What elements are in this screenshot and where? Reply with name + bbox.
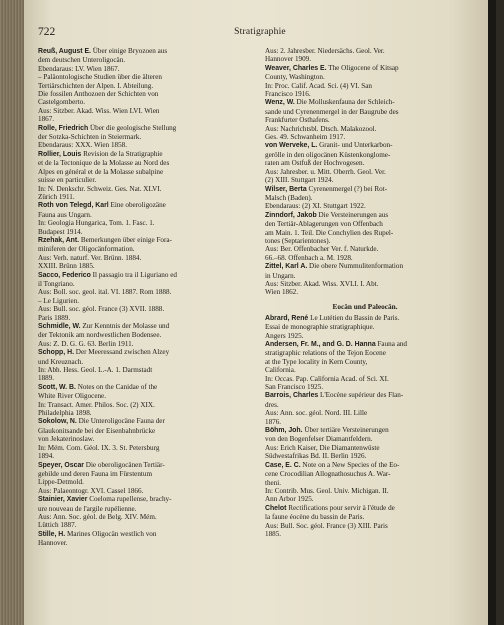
entry-line: et de la Tectonique de la Molasse au Nord des [38, 159, 170, 168]
entry-line: Über die geologische Stellung [89, 123, 177, 132]
entry-line: In: Transact. Amer. Philos. Soc. (2) XIX. [38, 400, 155, 409]
bibliography-entry [265, 314, 465, 340]
entry-line: Alpes en général et de la Molasse subalpine [38, 167, 164, 176]
bibliography-entry [38, 322, 238, 348]
entry-line: sande und Cyrenenmergel in der Baugrube des [265, 107, 399, 116]
entry-line: der Sotzka-Schichten in Steiermark. [38, 133, 142, 142]
entry-author: Rzehak, Ant. [38, 236, 80, 244]
bibliography-entry [265, 64, 465, 99]
entry-line: 1867. [38, 115, 55, 124]
entry-line: Aus: Ber. Offenbacher Ver. f. Naturkde. [265, 245, 379, 254]
bibliography-entry [38, 47, 238, 124]
entry-line: In: N. Denkschr. Schweiz. Ges. Nat. XLVI. [38, 184, 162, 193]
bibliography-entry [265, 98, 465, 141]
entry-line: Wien 1862. [265, 288, 299, 297]
entry-author: Rollier, Louis [38, 150, 82, 158]
book-page [24, 0, 496, 625]
entry-line: Hannover. [38, 539, 68, 548]
bibliography-entry [265, 426, 465, 461]
entry-line: gebilde und deren Fauna im Fürstentum [38, 469, 153, 478]
entry-line: Il passagio tra il Liguriano ed [92, 270, 177, 279]
entry-line: In: Geologia Hungarica, Tom. 1. Fasc. 1. [38, 219, 155, 228]
entry-line: Die fossilen Anthozoen der Schichten von [38, 90, 159, 99]
bibliography-entry [265, 262, 465, 297]
entry-line: 1885. [265, 529, 282, 538]
entry-line: Ebendaraus: LV. Wien 1867. [38, 64, 120, 73]
entry-line: dem deutschen Unteroligocän. [38, 56, 126, 65]
entry-line: Die Unteroligocäne Fauna der [78, 417, 165, 426]
entry-line: Glaukonitsande bei der Eisenbahnbrücke [38, 426, 156, 435]
entry-line: Südwestafrikas Bd. II. Berlin 1926. [265, 452, 367, 461]
right-column-top-entries [265, 47, 465, 297]
entry-line: Zürich 1911. [38, 192, 75, 201]
entry-line: at the Type locality in Kern County, [265, 357, 368, 366]
entry-line: Marines Oligocän westlich von [66, 529, 157, 538]
entry-line: Über tertiäre Versteinerungen [304, 426, 389, 435]
entry-author: Sacco, Federico [38, 271, 91, 279]
entry-line: L'Eocène supérieur des Flan- [320, 391, 404, 400]
entry-line: cene Crocodilian Allognathosuchus A. War- [265, 470, 391, 479]
entry-line: County, Washington. [265, 73, 325, 82]
entry-line: den Tertiär-Ablagerungen von Offenbach [265, 220, 383, 229]
entry-line: Granit- und Unterkarbon- [319, 141, 393, 150]
entry-line: miniferen der Oligocänformation. [38, 245, 135, 254]
entry-line: Ges. 49. Schwanheim 1917. [265, 133, 346, 142]
entry-line: Aus: Boll. soc. geol. ital. VI. 1887. Rom 1888. [38, 288, 172, 297]
entry-line: Ebendaraus: (2) XI. Stuttgart 1922. [265, 202, 366, 211]
entry-line: Aus: 2. Jahresber. Niedersächs. Geol. Ver. [265, 47, 385, 55]
bibliography-entry [38, 271, 238, 322]
book-page-edges [0, 0, 24, 625]
entry-line: theni. [265, 478, 282, 487]
entry-line: Aus: Z. D. G. G. 63. Berlin 1911. [38, 339, 134, 348]
bibliography-entry [265, 211, 465, 262]
entry-line: und Kreuznach. [38, 357, 84, 366]
bibliography-entry [38, 150, 238, 201]
entry-line: Aus: Jahresber. u. Mitt. Oberrh. Geol. Ver. [265, 167, 386, 176]
entry-line: Frankfurter Osthafens. [265, 116, 330, 125]
entry-line: Notes on the Canidae of the [77, 382, 158, 391]
entry-author: Wenz, W. [265, 99, 295, 107]
entry-author: Sokolow, N. [38, 418, 77, 426]
left-column [38, 47, 238, 548]
entry-line: Aus: Nachrichtsbl. Dtsch. Malakozool. [265, 124, 377, 133]
entry-line: Die obere Nummulitenformation [309, 262, 404, 271]
entry-line: von den Bogenfelser Diamantfeldern. [265, 435, 373, 444]
entry-line: In: Abh. Hess. Geol. L.-A. 1. Darmstadt [38, 366, 153, 375]
entry-author: Weaver, Charles E. [265, 64, 327, 72]
page-number: 722 [38, 26, 56, 38]
entry-line: Bemerkungen über einige Fora- [80, 235, 172, 244]
bibliography-entry [38, 530, 238, 548]
entry-line: Lippe-Detmold. [38, 478, 84, 487]
bibliography-entry [38, 383, 238, 418]
entry-line: Note on a New Species of the Eo- [302, 460, 400, 469]
entry-line: In: Contrib. Mus. Geol. Univ. Michigan. II. [265, 486, 389, 495]
entry-line: (2) XIII. Stuttgart 1924. [265, 176, 334, 185]
entry-line: Tertiärschichten der Alpen. I. Abteilung. [38, 81, 154, 90]
bibliography-entry [265, 185, 465, 211]
entry-line: dres. [265, 400, 279, 409]
entry-line: Fauna aus Ungarn. [38, 210, 92, 219]
entry-line: In: Proc. Calif. Acad. Sci. (4) VI. San [265, 81, 372, 90]
entry-line: – Le Ligurien. [38, 296, 80, 305]
entry-line: Fauna and [377, 340, 407, 348]
entry-line: The Oligocene of Kitsap [328, 63, 399, 72]
entry-line: Der Meeressand zwischen Alzey [75, 348, 170, 357]
bibliography-entry [265, 504, 465, 539]
entry-line: Revision de la Stratigraphie [83, 149, 163, 158]
entry-line: Francisco 1916. [265, 90, 311, 99]
entry-line: In: Occas. Pap. California Acad. of Sci. XI. [265, 374, 389, 383]
entry-line: Zur Kenntnis der Molasse und [82, 322, 170, 330]
entry-author: Stainier, Xavier [38, 496, 88, 504]
entry-line: 1889. [38, 374, 55, 383]
right-column-bottom-entries [265, 314, 465, 539]
entry-line: der Tektonik am nordwestlichen Bodensee. [38, 331, 162, 340]
entry-line: Coeloma rupellense, brachy- [89, 495, 172, 504]
entry-line: Paris 1889. [38, 313, 71, 322]
entry-author: Schmidle, W. [38, 323, 81, 330]
bibliography-entry [265, 391, 465, 426]
entry-line: Malsch (Baden). [265, 193, 313, 202]
entry-line: Castelgomberto. [38, 98, 85, 107]
bibliography-entry [38, 236, 238, 271]
entry-line: – Paläontologische Studien über die älteren [38, 73, 162, 82]
entry-line: suisse en particulier. [38, 176, 97, 185]
entry-line: 1876. [265, 417, 282, 426]
entry-line: Angers 1925. [265, 331, 304, 340]
entry-line: Die Molluskenfauna der Schleich- [296, 98, 395, 107]
entry-line: Rectifications pour servir à l'étude de [288, 503, 395, 512]
entry-line: 1894. [38, 452, 55, 461]
entry-line: Aus: Sitzber. Akad. Wiss. Wien LVI. Wien [38, 106, 160, 115]
entry-line: tones (Septarientones). [265, 236, 331, 245]
bibliography-entry [38, 495, 238, 530]
bibliography-entry [38, 417, 238, 460]
entry-line: Aus: Ann. soc. géol. Nord. III. Lille [265, 409, 368, 418]
right-column [265, 47, 465, 538]
bibliography-entry [265, 340, 465, 391]
entry-line: XXIII. Brünn 1885. [38, 262, 95, 271]
entry-line: 66.–68. Offenbach a. M. 1928. [265, 253, 353, 262]
entry-line: Über einige Bryozoen aus [92, 47, 168, 55]
entry-line: Cyrenenmergel (?) bei Rot- [308, 184, 388, 193]
entry-line: California. [265, 366, 296, 375]
entry-author: Scott, W. B. [38, 383, 76, 391]
entry-line: Aus: Erich Kaiser, Die Diamantenwüste [265, 443, 380, 452]
entry-author: Andersen, Fr. M., and G. D. Hanna [265, 341, 376, 348]
entry-author: Speyer, Oscar [38, 461, 84, 469]
entry-line: San Francisco 1925. [265, 383, 324, 392]
entry-author: Chelot [265, 504, 287, 512]
entry-line: stratigraphic relations of the Tejon Eocene [265, 349, 386, 358]
entry-line: gerölle in den oligocänen Küstenkonglome- [265, 150, 391, 159]
entry-line: Die oberoligocänen Tertiär- [85, 460, 165, 469]
entry-author: Case, E. C. [265, 461, 301, 469]
entry-line: il Tongriano. [38, 279, 75, 288]
entry-author: Böhm, Joh. [265, 427, 303, 435]
entry-line: Lüttich 1887. [38, 521, 77, 530]
bibliography-entry [38, 461, 238, 496]
entry-line: Le Lutétien du Bassin de Paris. [310, 313, 400, 322]
entry-line: Aus: Palaeontogr. XVI. Cassel 1866. [38, 486, 144, 495]
entry-author: Zittel, Karl A. [265, 263, 308, 271]
entry-author: Wilser, Berta [265, 185, 307, 193]
entry-author: Reuß, August E. [38, 48, 91, 55]
bibliography-entry [265, 461, 465, 504]
entry-line: Aus: Bull. Soc. géol. France (3) XIII. Paris [265, 521, 388, 530]
entry-line: White River Oligocene. [38, 392, 107, 401]
entry-author: Barrois, Charles [265, 392, 319, 400]
bibliography-entry [265, 141, 465, 184]
section-heading: Eocän und Paleocän. [332, 301, 398, 311]
entry-line: raten am Ostfuß der Hochvogesen. [265, 159, 365, 168]
entry-line: Hannover 1909. [265, 55, 312, 64]
running-title: Stratigraphie [234, 27, 286, 37]
entry-line: Die Versteinerungen aus [318, 210, 389, 219]
entry-line: la faune éocène du bassin de Paris. [265, 513, 365, 522]
entry-line: Aus: Sitzber. Akad. Wiss. XVLI. I. Abt. [265, 279, 379, 288]
entry-line: Essai de monographie stratigraphique. [265, 323, 375, 332]
entry-author: Rolle, Friedrich [38, 124, 89, 132]
bibliography-entry [38, 348, 238, 383]
entry-line: Philadelphia 1898. [38, 409, 92, 418]
entry-line: Eine oberoligozäne [110, 201, 166, 210]
entry-line: In: Mém. Com. Géol. IX. 3. St. Petersburg [38, 443, 160, 452]
entry-author: von Werveke, L. [265, 142, 318, 150]
entry-author: Abrard, René [265, 314, 309, 322]
entry-line: Aus: Ann. Soc. géol. de Belg. XIV. Mém. [38, 512, 157, 521]
entry-line: Aus: Verh. naturf. Ver. Brünn. 1884. [38, 253, 142, 262]
entry-line: am Main. 1. Teil. Die Conchylien des Rupel- [265, 228, 394, 237]
entry-author: Stille, H. [38, 530, 66, 538]
entry-line: Ebendaraus: XXX. Wien 1858. [38, 141, 128, 150]
bibliography-entry [265, 47, 465, 64]
entry-line: Ann Arbor 1925. [265, 495, 314, 504]
page-gutter-shadow [488, 0, 496, 625]
entry-line: in Ungarn. [265, 271, 296, 280]
entry-line: Budapest 1914. [38, 227, 83, 236]
entry-author: Zinndorf, Jakob [265, 211, 317, 219]
bibliography-entry [38, 201, 238, 236]
entry-line: ure nouveau de l'argile rupélienne. [38, 504, 137, 513]
entry-author: Schopp, H. [38, 349, 74, 357]
bibliography-entry [38, 124, 238, 150]
entry-author: Roth von Telegd, Karl [38, 202, 109, 210]
entry-line: Aus: Bull. soc. géol. France (3) XVII. 1888. [38, 305, 165, 314]
entry-line: von Jekaterinoslaw. [38, 435, 95, 444]
